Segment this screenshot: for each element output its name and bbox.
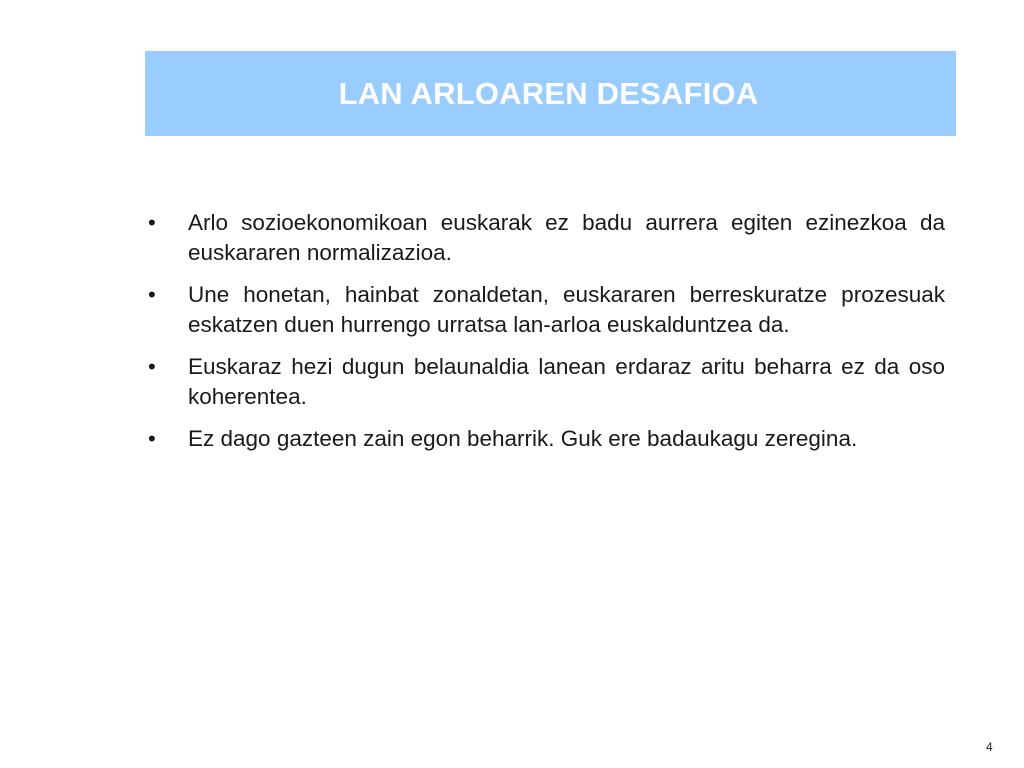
slide-title: LAN ARLOAREN DESAFIOA [338, 75, 759, 111]
list-item [148, 352, 945, 412]
list-item [148, 280, 945, 340]
bullet-list [148, 208, 945, 466]
bullet-text: Arlo sozioekonomikoan euskarak ez badu aurrera egiten ezinezkoa da euskararen normalizazioa. [188, 210, 945, 265]
bullet-icon: • [148, 210, 156, 235]
bullet-icon: • [148, 426, 156, 451]
bullet-text: Ez dago gazteen zain egon beharrik. Guk ere badaukagu zeregina. [188, 426, 858, 451]
bullet-icon: • [148, 354, 156, 379]
page-number: 4 [986, 740, 993, 754]
bullet-text: Une honetan, hainbat zonaldetan, euskararen berreskuratze prozesuak eskatzen duen hurrengo urratsa lan-arloa euskalduntzea da. [188, 282, 945, 337]
bullet-text: Euskaraz hezi dugun belaunaldia lanean erdaraz aritu beharra ez da oso koherentea. [188, 354, 945, 409]
title-banner [145, 51, 956, 136]
bullet-icon: • [148, 282, 156, 307]
list-item [148, 424, 945, 454]
list-item [148, 208, 945, 268]
